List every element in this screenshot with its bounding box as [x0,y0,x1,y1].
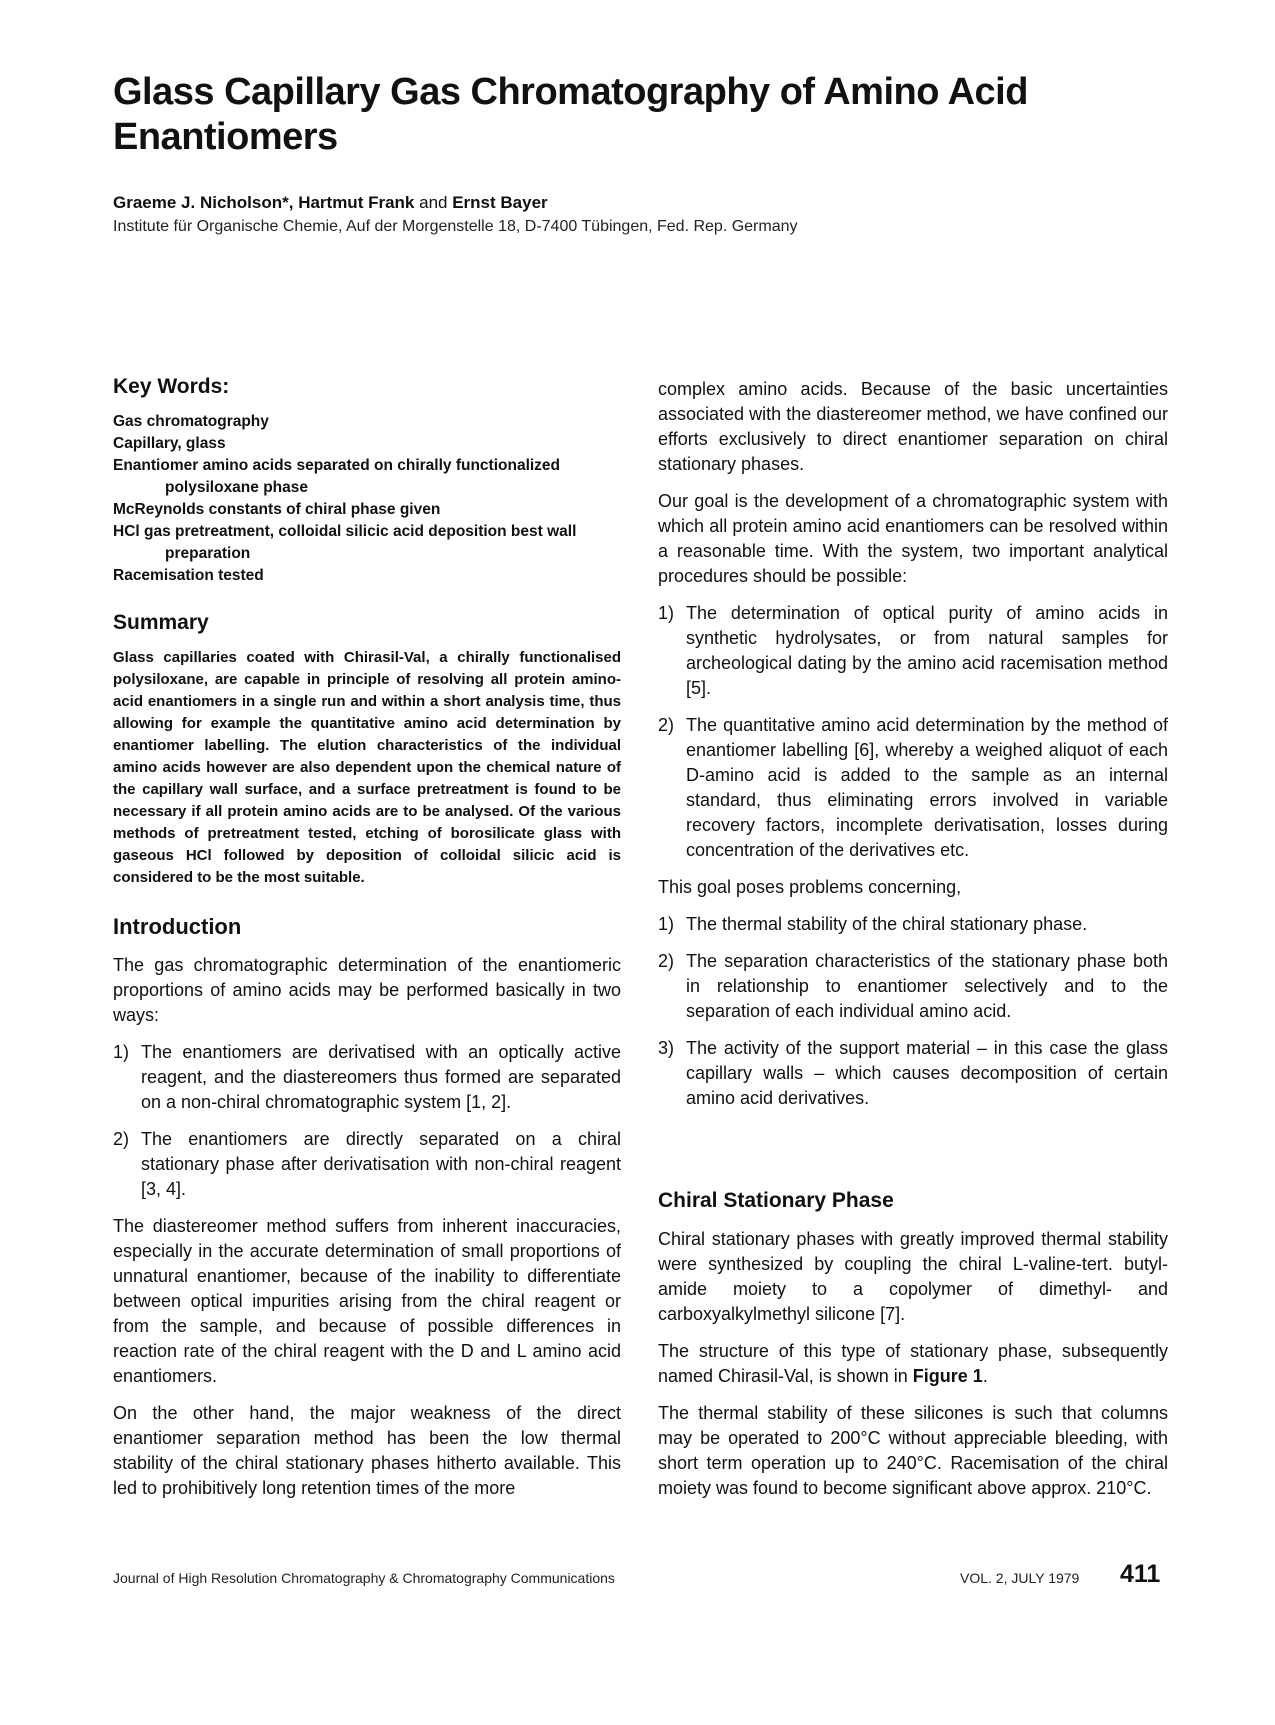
keyword-item: HCl gas pretreatment, colloidal silicic acid deposition best wall preparation [113,523,577,562]
body-paragraph: complex amino acids. Because of the basic uncertainties associated with the diastereomer method, we have confined our efforts exclusively to direct enantiomer separation on chiral stationary phases. [658,379,1168,474]
summary-text: Glass capillaries coated with Chirasil-Val, a chirally functionalised polysiloxane, are capable in principle of resolving all protein amino-acid enantiomers in a single run and within a short analysis time, thus allowing for example the quantitative amino acid determination by enantiomer labelling. The elution characteristics of the individual amino acids however are also dependent upon the chemical nature of the capillary wall surface, and a surface pretreatment is found to be necessary if all protein amino acids are to be analysed. Of the various methods of pretreatment tested, etching of borosilicate glass with gaseous HCl followed by deposition of colloidal silicic acid is considered to be the most suitable. [113,649,621,886]
author-line [113,192,548,214]
keyword-item: Capillary, glass [113,435,226,452]
list-number: 2) [658,951,675,971]
list-text: The activity of the support material – in this case the glass capillary walls – which causes decomposition of certain amino acid derivatives. [686,1038,1168,1108]
list-number: 1) [658,914,675,934]
chiral-paragraph: The thermal stability of these silicones is such that columns may be operated to 200°C without appreciable bleeding, with short term operation up to 240°C. Racemisation of the chiral moiety was found to become significant above approx. 210°C. [658,1403,1168,1498]
list-text: The enantiomers are directly separated on a chiral stationary phase after derivatisation with non-chiral reagent [3, 4]. [141,1129,621,1199]
chiral-phase-heading: Chiral Stationary Phase [658,1189,894,1212]
list-text: The enantiomers are derivatised with an optically active reagent, and the diastereomers thus formed are separated on a non-chiral chromatographic system [1, 2]. [141,1042,621,1112]
intro-paragraph: The gas chromatographic determination of the enantiomeric proportions of amino acids may be performed basically in two ways: [113,955,621,1025]
list-text: The thermal stability of the chiral stationary phase. [686,914,1088,934]
list-number: 2) [658,715,675,735]
intro-method-list [113,1040,621,1202]
list-number: 1) [658,603,675,623]
footer-volume: VOL. 2, JULY 1979 [960,1570,1080,1586]
figure-reference: Figure 1 [912,1366,983,1386]
keyword-item: Gas chromatography [113,413,269,430]
list-item [658,713,1168,863]
list-item [658,949,1168,1024]
list-item [113,1127,621,1202]
list-number: 3) [658,1038,675,1058]
introduction-heading: Introduction [113,914,242,939]
list-item [658,912,1168,937]
list-number: 2) [113,1129,130,1149]
list-text: The separation characteristics of the stationary phase both in relationship to enantiomer selectively and to the separation of each individual amino acid. [686,951,1168,1021]
left-column [113,373,621,1513]
keywords-heading: Key Words: [113,375,230,398]
chiral-paragraph-end: . [982,1366,988,1386]
keywords-list [113,411,621,587]
intro-paragraph: The diastereomer method suffers from inherent inaccuracies, especially in the accurate determination of small proportions of unnatural enantiomer, because of the inability to differentiate between optical impurities arising from the chiral reagent or from the sample, and because of possible differences in reaction rate of the chiral reagent with the D and L amino acid enantiomers. [113,1216,621,1386]
author-name: Graeme J. Nicholson*, [113,193,294,212]
list-number: 1) [113,1042,130,1062]
author-conjunction: and [419,193,448,212]
summary-heading: Summary [113,611,209,634]
intro-paragraph: On the other hand, the major weakness of the direct enantiomer separation method has been the low thermal stability of the chiral stationary phases hitherto available. This led to prohibitively long retention times of the more [113,1403,621,1498]
paper-title: Glass Capillary Gas Chromatography of Amino Acid Enantiomers [113,71,1028,158]
affiliation: Institute für Organische Chemie, Auf der Morgenstelle 18, D-7400 Tübingen, Fed. Rep. Germany [113,218,798,235]
list-text: The determination of optical purity of amino acids in synthetic hydrolysates, or from natural samples for archeological dating by the amino acid racemisation method [5]. [686,603,1168,698]
body-paragraph: Our goal is the development of a chromatographic system with which all protein amino acid enantiomers can be resolved within a reasonable time. With the system, two important analytical procedures should be possible: [658,491,1168,586]
keyword-item: Enantiomer amino acids separated on chirally functionalized polysiloxane phase [113,457,561,496]
author-name: Hartmut Frank [298,193,415,212]
list-item [658,601,1168,701]
author-name: Ernst Bayer [452,193,548,212]
footer-journal-name: Journal of High Resolution Chromatography & Chromatography Communications [113,1570,615,1586]
body-paragraph: This goal poses problems concerning, [658,877,962,897]
list-item [658,1036,1168,1111]
keyword-item: Racemisation tested [113,567,264,584]
keyword-item: McReynolds constants of chiral phase given [113,501,441,518]
list-text: The quantitative amino acid determination by the method of enantiomer labelling [6], whereby a weighed aliquot of each D-amino acid is added to the sample as an internal standard, thus eliminating errors involved in variable recovery factors, incomplete derivatisation, losses during concentration of the derivatives etc. [686,715,1168,860]
list-item [113,1040,621,1115]
footer-page-number: 411 [1120,1560,1161,1588]
procedures-list [658,601,1168,863]
right-column [658,377,1168,1513]
chiral-paragraph: Chiral stationary phases with greatly improved thermal stability were synthesized by coupling the chiral L-valine-tert. butyl-amide moiety to a copolymer of dimethyl- and carboxyalkylmethyl silicone [7]. [658,1229,1168,1324]
problems-list [658,912,1168,1111]
chiral-paragraph-text: The structure of this type of stationary phase, subsequently named Chirasil-Val, is shown in [658,1341,1168,1386]
chiral-paragraph [658,1339,1168,1389]
